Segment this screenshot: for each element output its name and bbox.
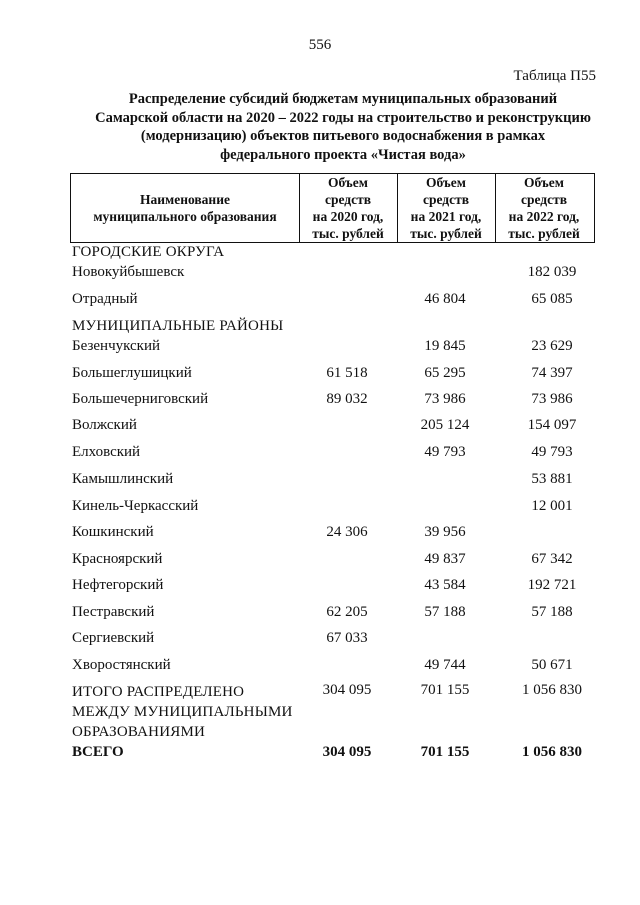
value-2021: 205 124 (420, 417, 470, 433)
table-row (0, 391, 640, 411)
value-2022: 49 793 (531, 444, 573, 460)
header-text: муниципального образования (93, 209, 277, 224)
value-2022: 65 085 (531, 291, 573, 307)
table-row (0, 365, 640, 385)
row-name: Камышлинский (72, 471, 174, 487)
table-header (70, 173, 595, 243)
grand-total-label: ВСЕГО (72, 744, 124, 760)
header-text: средств (422, 192, 470, 207)
table-row (0, 657, 640, 677)
column-header-2022 (495, 174, 593, 242)
table-row (0, 471, 640, 491)
total-2021: 701 155 (420, 682, 470, 698)
header-text: тыс. рублей (410, 226, 482, 241)
value-2022: 23 629 (531, 338, 573, 354)
grand-total-2020: 304 095 (322, 744, 372, 760)
header-text: Объем (524, 175, 564, 190)
value-2022: 50 671 (531, 657, 573, 673)
row-name: Отрадный (72, 291, 138, 307)
page-number: 556 (308, 37, 332, 53)
header-text: тыс. рублей (508, 226, 580, 241)
header-text: на 2021 год, (410, 209, 482, 224)
section-title: ГОРОДСКИЕ ОКРУГА (72, 244, 225, 260)
row-name: Хворостянский (72, 657, 171, 673)
row-name: Пестравский (72, 604, 155, 620)
header-text: тыс. рублей (312, 226, 384, 241)
header-text: Наименование (139, 192, 230, 207)
grand-total-2021: 701 155 (420, 744, 470, 760)
total-2020: 304 095 (322, 682, 372, 698)
header-text: на 2020 год, (312, 209, 384, 224)
row-name: Новокуйбышевск (72, 264, 185, 280)
table-row (0, 417, 640, 437)
table-row (0, 524, 640, 544)
title-line: (модернизацию) объектов питьевого водоснабжения в рамках (140, 128, 546, 144)
header-text: Объем (328, 175, 368, 190)
column-header-2021 (397, 174, 495, 242)
table-row (0, 264, 640, 284)
value-2021: 39 956 (424, 524, 466, 540)
grand-total-row (0, 744, 640, 764)
row-name: Кинель-Черкасский (72, 498, 199, 514)
value-2021: 49 744 (424, 657, 466, 673)
grand-total-2022: 1 056 830 (522, 744, 582, 760)
value-2021: 19 845 (424, 338, 466, 354)
value-2022: 57 188 (531, 604, 573, 620)
value-2021: 73 986 (424, 391, 466, 407)
row-name: Большеглушицкий (72, 365, 192, 381)
table-label: Таблица П55 (513, 68, 596, 84)
section-title: МУНИЦИПАЛЬНЫЕ РАЙОНЫ (72, 318, 284, 334)
table-row (0, 291, 640, 311)
value-2021: 49 837 (424, 551, 466, 567)
value-2022: 192 721 (527, 577, 577, 593)
value-2021: 43 584 (424, 577, 466, 593)
row-name: Кошкинский (72, 524, 154, 540)
total-2022: 1 056 830 (522, 682, 582, 698)
value-2022: 182 039 (527, 264, 577, 280)
section-heading (0, 318, 640, 338)
header-text: средств (520, 192, 568, 207)
value-2020: 89 032 (326, 391, 368, 407)
table-row (0, 498, 640, 518)
document-title (78, 90, 608, 164)
value-2021: 49 793 (424, 444, 466, 460)
table-row (0, 577, 640, 597)
title-line: федерального проекта «Чистая вода» (220, 146, 466, 163)
table-row (0, 338, 640, 358)
total-label-line: ИТОГО РАСПРЕДЕЛЕНО (72, 684, 245, 700)
value-2021: 65 295 (424, 365, 466, 381)
row-name: Красноярский (72, 551, 163, 567)
title-line: Распределение субсидий бюджетам муниципальных образований (128, 91, 558, 107)
value-2022: 73 986 (531, 391, 573, 407)
header-text: на 2022 год, (508, 209, 580, 224)
total-label-line: МЕЖДУ МУНИЦИПАЛЬНЫМИ (72, 704, 293, 720)
section-heading (0, 244, 640, 264)
row-name: Волжский (72, 417, 137, 433)
table-row (0, 551, 640, 571)
table-row (0, 444, 640, 464)
row-name: Сергиевский (72, 630, 155, 646)
header-text: Объем (426, 175, 466, 190)
row-name: Большечерниговский (72, 391, 209, 407)
header-text: средств (324, 192, 372, 207)
value-2022: 154 097 (527, 417, 577, 433)
row-name: Безенчукский (72, 338, 161, 354)
value-2022: 12 001 (531, 498, 573, 514)
table-row (0, 604, 640, 624)
row-name: Нефтегорский (72, 577, 164, 593)
value-2020: 61 518 (326, 365, 368, 381)
total-label-line: ОБРАЗОВАНИЯМИ (72, 724, 206, 740)
value-2021: 46 804 (424, 291, 466, 307)
value-2022: 67 342 (531, 551, 573, 567)
row-name: Елховский (72, 444, 141, 460)
table-row (0, 630, 640, 650)
value-2022: 53 881 (531, 471, 573, 487)
value-2020: 67 033 (326, 630, 368, 646)
value-2021: 57 188 (424, 604, 466, 620)
column-header-name (71, 174, 299, 242)
value-2020: 24 306 (326, 524, 368, 540)
title-line: Самарской области на 2020 – 2022 годы на строительство и реконструкцию (95, 109, 591, 126)
value-2022: 74 397 (531, 365, 573, 381)
total-row (0, 682, 640, 742)
column-header-2020 (299, 174, 397, 242)
value-2020: 62 205 (326, 604, 368, 620)
